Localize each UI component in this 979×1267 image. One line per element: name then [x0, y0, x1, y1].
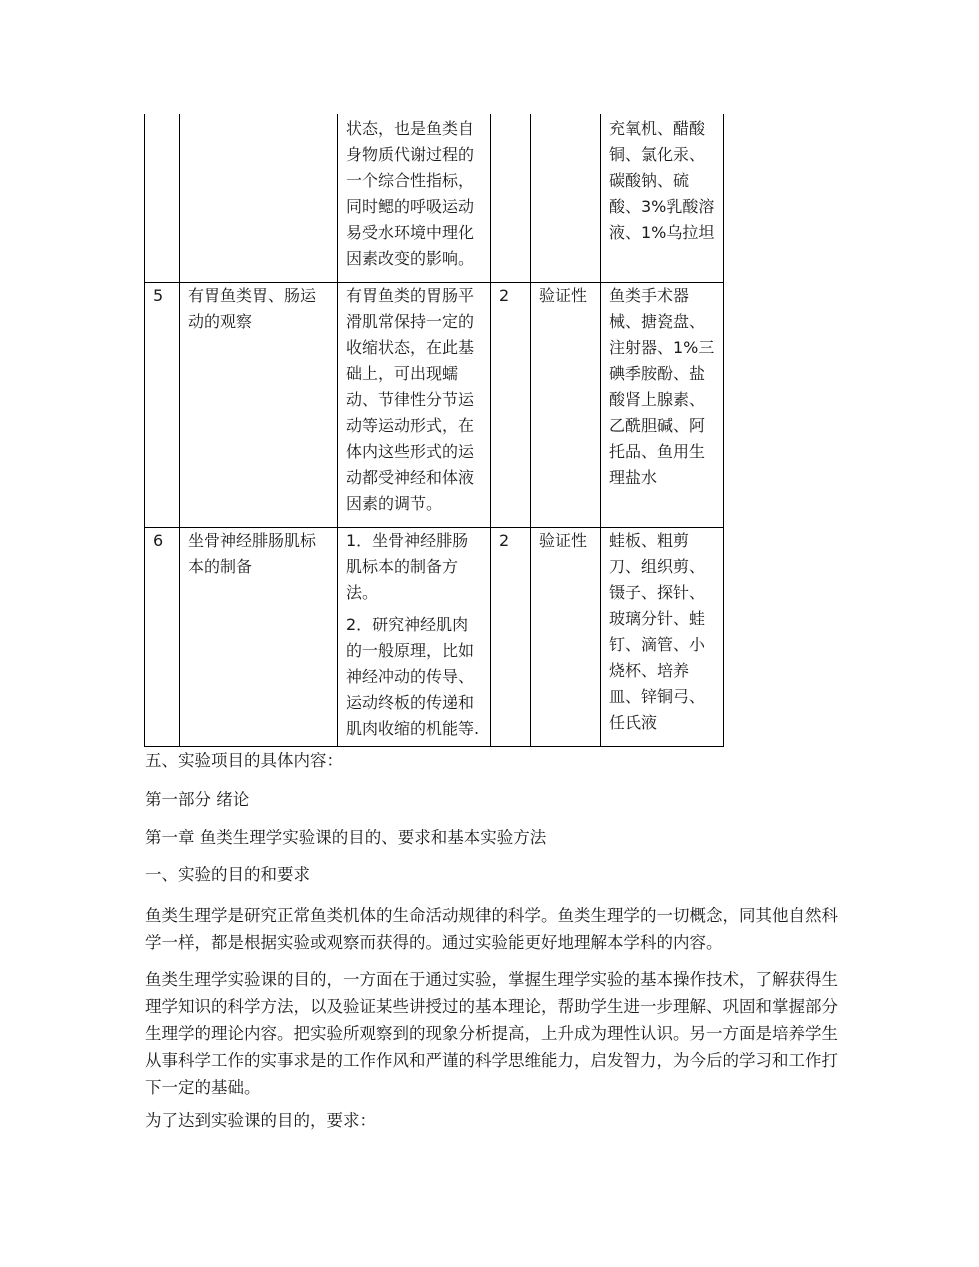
- paragraph: [145, 902, 840, 956]
- cell-number: 5: [145, 282, 180, 527]
- cell-number: [145, 114, 180, 282]
- cell-materials: 蛙板、粗剪刀、组织剪、镊子、探针、玻璃分针、蛙钉、滴管、小烧杯、培养皿、锌铜弓、任氏液: [601, 527, 724, 746]
- paragraph-text: 鱼类生理学实验课的目的，一方面在于通过实验，掌握生理学实验的基本操作技术，了解获得生理学知识的科学方法，以及验证某些讲授过的基本理论，帮助学生进一步理解、巩固和掌握部分生理学的理论内容。把实验所观察到的现象分析提高，上升成为理性认识。另一方面是培养学生从事科学工作的实事求是的工作作风和严谨的科学思维能力，启发智力，为今后的学习和工作打下一定的基础。: [145, 970, 838, 1097]
- table-row: [145, 114, 724, 282]
- table-row: [145, 527, 724, 746]
- cell-type: 验证性: [531, 527, 601, 746]
- paragraph: [145, 966, 840, 1101]
- sub-heading: 一、实验的目的和要求: [145, 865, 310, 884]
- experiment-table: [144, 114, 724, 747]
- cell-content: [338, 527, 491, 746]
- cell-name: 有胃鱼类胃、肠运动的观察: [180, 282, 338, 527]
- cell-number: 6: [145, 527, 180, 746]
- content-line: 状态，也是鱼类自身物质代谢过程的一个综合性指标，同时鳃的呼吸运动易受水环境中理化因素改变的影响。: [346, 119, 475, 268]
- cell-type: [531, 114, 601, 282]
- paragraph-text: 为了达到实验课的目的，要求：: [145, 1111, 376, 1130]
- cell-name: 坐骨神经腓肠肌标本的制备: [180, 527, 338, 746]
- paragraph-text: 鱼类生理学是研究正常鱼类机体的生命活动规律的科学。鱼类生理学的一切概念，同其他自然科学一样，都是根据实验或观察而获得的。通过实验能更好地理解本学科的内容。: [145, 906, 838, 952]
- cell-materials: 鱼类手术器械、搪瓷盘、注射器、1%三碘季胺酚、盐酸肾上腺素、乙酰胆碱、阿托品、鱼用生理盐水: [601, 282, 724, 527]
- cell-type: 验证性: [531, 282, 601, 527]
- section-heading: 五、实验项目的具体内容：: [145, 751, 343, 770]
- content-line: 2．研究神经肌肉的一般原理，比如神经冲动的传导、运动终板的传递和肌肉收缩的机能等.: [346, 614, 480, 738]
- cell-hours: [491, 114, 531, 282]
- content-line: 1．坐骨神经腓肠肌标本的制备方法。: [346, 530, 469, 602]
- cell-hours: 2: [491, 527, 531, 746]
- table-row: [145, 282, 724, 527]
- paragraph: [145, 1107, 840, 1134]
- content-line: 有胃鱼类的胃肠平滑肌常保持一定的收缩状态，在此基础上，可出现蠕动、节律性分节运动等运动形式，在体内这些形式的运动都受神经和体液因素的调节。: [346, 285, 475, 513]
- cell-materials: 充氧机、醋酸铜、氯化汞、碳酸钠、硫酸、3%乳酸溶液、1%乌拉坦: [601, 114, 724, 282]
- chapter-heading: 第一章 鱼类生理学实验课的目的、要求和基本实验方法: [145, 828, 547, 847]
- cell-hours: 2: [491, 282, 531, 527]
- part-heading: 第一部分 绪论: [145, 790, 250, 809]
- cell-content: [338, 282, 491, 527]
- cell-name: [180, 114, 338, 282]
- cell-content: [338, 114, 491, 282]
